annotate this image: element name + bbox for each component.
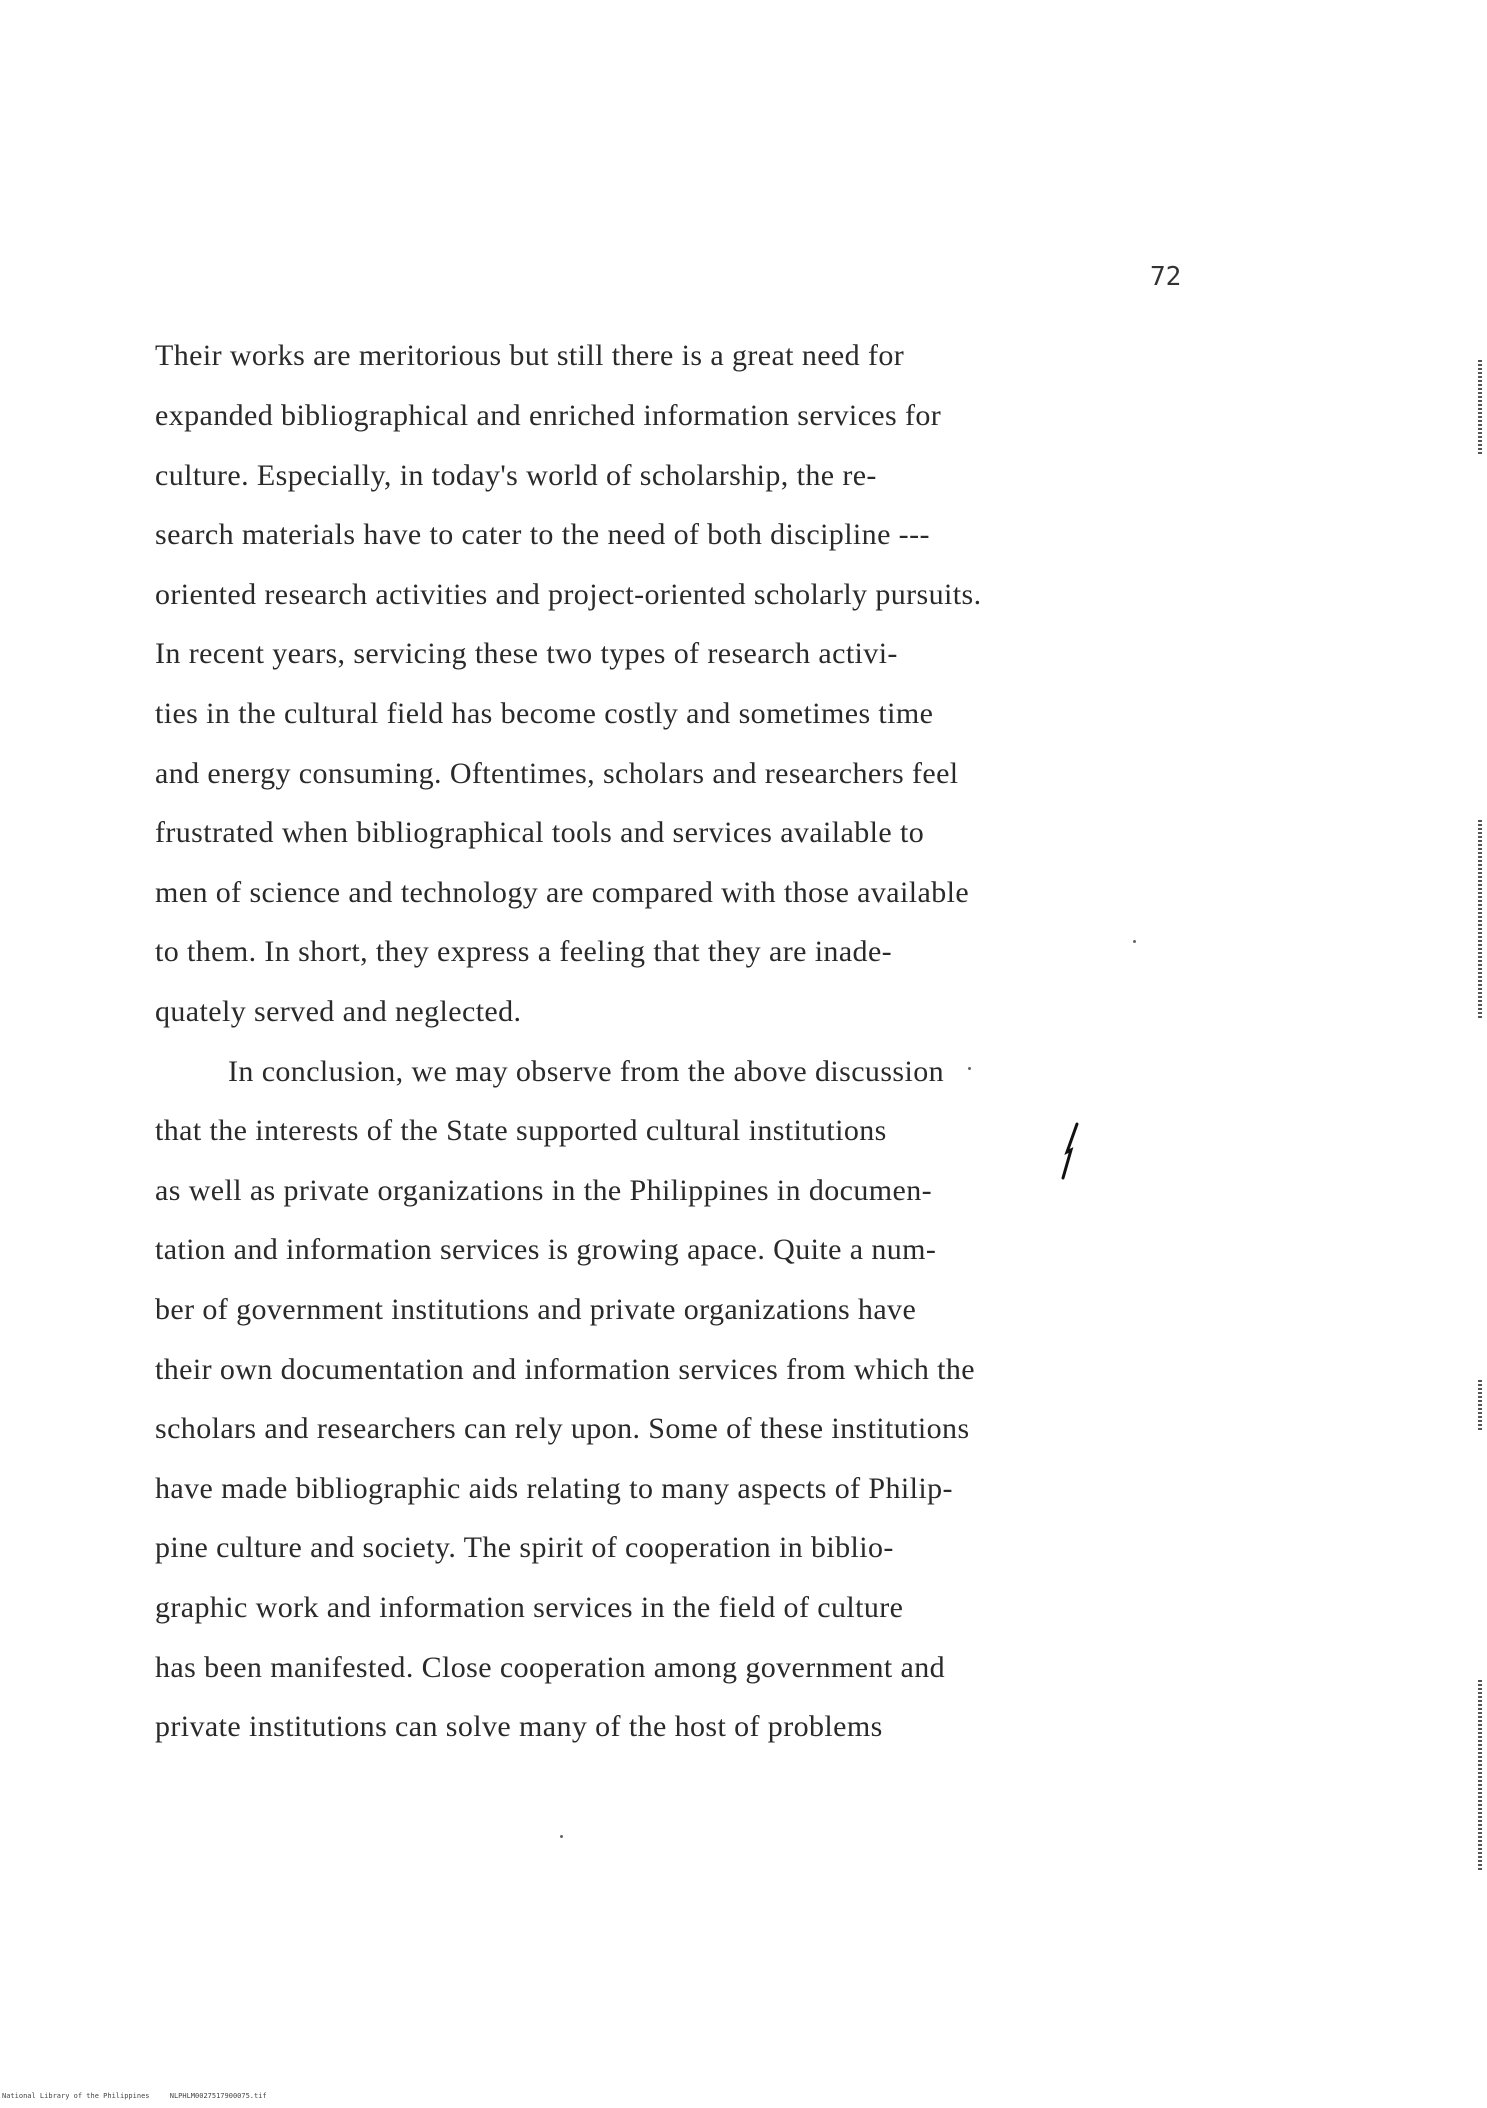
- text-line: tation and information services is growing apace. Quite a num-: [155, 1233, 937, 1266]
- scan-speck: [1133, 940, 1136, 943]
- text-line: ber of government institutions and private organizations have: [155, 1293, 917, 1326]
- scan-footer: [2, 2092, 283, 2100]
- text-line: to them. In short, they express a feeling that they are inade-: [155, 935, 893, 968]
- scan-speck: [560, 1835, 563, 1838]
- text-line: as well as private organizations in the Philippines in documen-: [155, 1174, 932, 1207]
- text-line: quately served and neglected.: [155, 995, 522, 1028]
- text-line: has been manifested. Close cooperation among government and: [155, 1651, 946, 1684]
- text-line: ties in the cultural field has become costly and sometimes time: [155, 697, 934, 730]
- scan-speck: [968, 1067, 971, 1070]
- footer-file-id: NLPHLM0027517900075.tif: [169, 2092, 267, 2100]
- text-line: scholars and researchers can rely upon. Some of these institutions: [155, 1412, 970, 1445]
- text-line: expanded bibliographical and enriched information services for: [155, 399, 942, 432]
- text-line: culture. Especially, in today's world of scholarship, the re-: [155, 459, 877, 492]
- text-line: their own documentation and information services from which the: [155, 1353, 975, 1386]
- text-line: men of science and technology are compared with those available: [155, 876, 970, 909]
- text-line: frustrated when bibliographical tools and services available to: [155, 816, 925, 849]
- scan-edge-mark: [1478, 1680, 1482, 1870]
- scan-edge-mark: [1478, 360, 1482, 455]
- text-line: Their works are meritorious but still there is a great need for: [155, 339, 905, 372]
- text-line: In conclusion, we may observe from the above discussion: [228, 1055, 944, 1088]
- text-line: that the interests of the State supported cultural institutions: [155, 1114, 887, 1147]
- text-line: oriented research activities and project-oriented scholarly pursuits.: [155, 578, 982, 611]
- text-line: graphic work and information services in the field of culture: [155, 1591, 904, 1624]
- text-line: and energy consuming. Oftentimes, scholars and researchers feel: [155, 757, 959, 790]
- text-line: In recent years, servicing these two types of research activi-: [155, 637, 898, 670]
- text-line: have made bibliographic aids relating to many aspects of Philip-: [155, 1472, 953, 1505]
- text-line: pine culture and society. The spirit of cooperation in biblio-: [155, 1531, 894, 1564]
- footer-library: National Library of the Philippines: [2, 2092, 150, 2100]
- scan-edge-mark: [1478, 1380, 1482, 1430]
- pen-mark-icon: [1055, 1122, 1085, 1182]
- page-number: 72: [1150, 262, 1182, 292]
- scan-edge-mark: [1478, 820, 1482, 1020]
- text-line: private institutions can solve many of the host of problems: [155, 1710, 883, 1743]
- text-line: search materials have to cater to the need of both discipline ---: [155, 518, 930, 551]
